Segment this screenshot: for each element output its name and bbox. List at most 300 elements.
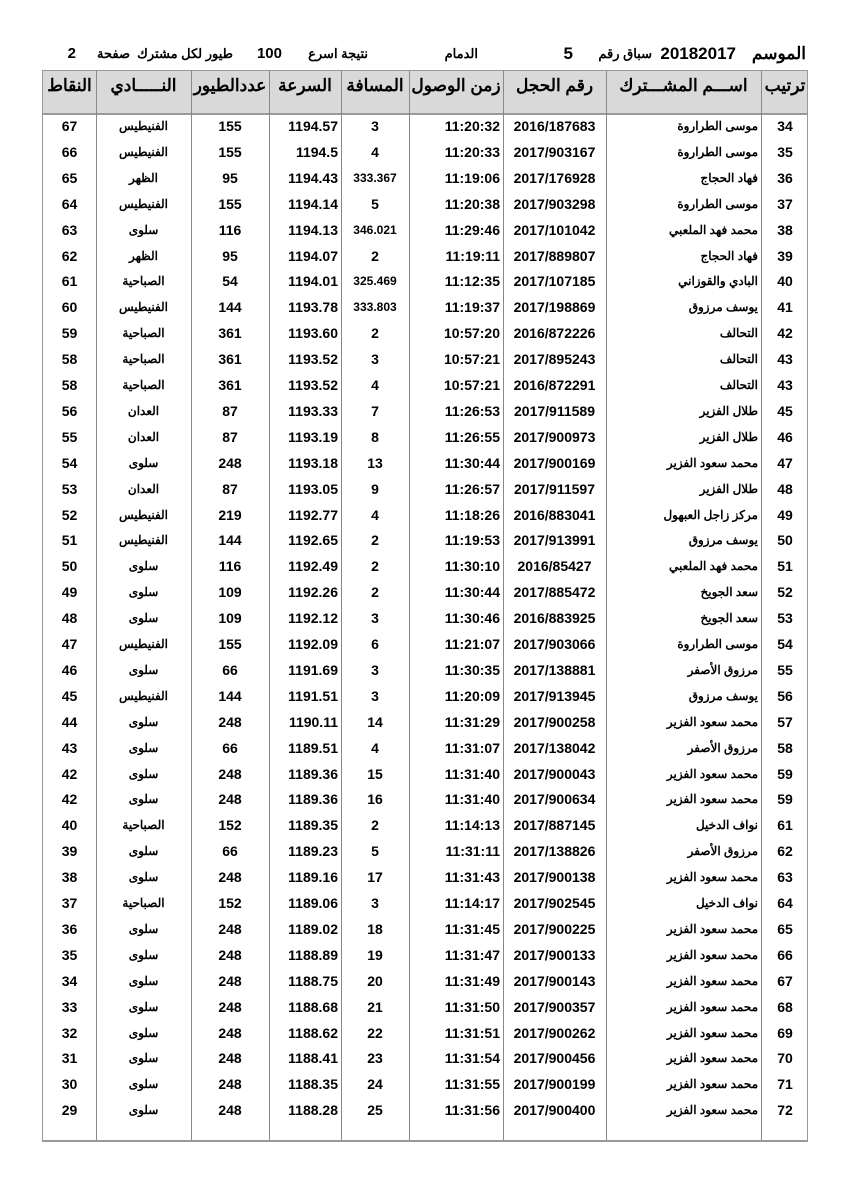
table-row (43, 631, 807, 657)
cell-distance: 18 (367, 920, 383, 937)
cell-ring-number: 2017/900634 (513, 791, 596, 808)
cell-distance: 2 (371, 584, 379, 601)
results-table (42, 70, 808, 1142)
cell-speed: 1192.77 (288, 506, 338, 523)
cell-member-name: محمد سعود الفزير (666, 455, 758, 470)
cell-speed: 1189.36 (288, 791, 338, 808)
cell-rank: 55 (777, 661, 793, 678)
cell-points: 31 (61, 1050, 78, 1067)
table-row (43, 812, 807, 838)
cell-distance: 6 (371, 636, 379, 652)
header-club: النـــــادي (110, 76, 177, 95)
cell-ring-number: 2017/900169 (513, 454, 596, 471)
cell-ring-number: 2017/900456 (513, 1050, 596, 1067)
cell-speed: 1193.78 (288, 299, 338, 316)
cell-distance: 346.021 (353, 222, 397, 237)
table-header (43, 71, 807, 115)
cell-ring-number: 2017/198869 (513, 299, 596, 316)
cell-speed: 1188.89 (288, 946, 338, 963)
cell-bird-count: 155 (218, 118, 242, 134)
cell-ring-number: 2016/872291 (513, 377, 596, 393)
cell-ring-number: 2016/85427 (517, 558, 592, 575)
table-row (43, 320, 807, 346)
cell-points: 44 (61, 713, 78, 730)
cell-member-name: محمد سعود الفزير (666, 1051, 758, 1066)
cell-club: سلوى (128, 999, 159, 1014)
cell-rank: 64 (777, 895, 793, 911)
cell-rank: 54 (777, 636, 793, 652)
table-row (43, 113, 807, 139)
table-row (43, 398, 807, 424)
cell-member-name: محمد فهد الملعبي (669, 222, 758, 237)
cell-rank: 42 (777, 325, 793, 342)
cell-member-name: سعد الجويخ (700, 585, 758, 600)
cell-speed: 1194.07 (288, 247, 338, 264)
cell-bird-count: 109 (218, 610, 242, 627)
cell-bird-count: 361 (218, 351, 242, 368)
cell-club: سلوى (128, 921, 159, 936)
cell-member-name: محمد سعود الفزير (666, 870, 758, 885)
cell-distance: 25 (367, 1102, 383, 1119)
cell-club: سلوى (128, 792, 159, 807)
cell-arrival-time: 11:14:17 (444, 895, 500, 911)
cell-points: 43 (61, 739, 78, 756)
cell-club: سلوى (128, 844, 159, 859)
table-row (43, 502, 807, 528)
cell-member-name: محمد سعود الفزير (666, 973, 758, 988)
cell-points: 40 (61, 817, 78, 834)
result-label: نتيجة اسرع (308, 46, 368, 61)
table-row (43, 1071, 807, 1097)
cell-club: الفنيطيس (118, 688, 169, 703)
cell-arrival-time: 10:57:20 (443, 325, 500, 342)
cell-rank: 57 (777, 713, 793, 730)
cell-bird-count: 152 (218, 895, 242, 911)
cell-points: 66 (61, 143, 78, 160)
cell-club: الظهر (129, 248, 158, 263)
cell-arrival-time: 11:31:45 (444, 920, 500, 937)
cell-member-name: طلال الفزير (699, 481, 758, 496)
cell-arrival-time: 11:31:49 (444, 972, 500, 989)
cell-arrival-time: 11:31:50 (444, 998, 500, 1015)
cell-arrival-time: 11:12:35 (444, 273, 500, 290)
cell-points: 61 (61, 273, 78, 290)
cell-rank: 68 (777, 998, 793, 1015)
cell-points: 39 (61, 843, 78, 860)
cell-points: 58 (61, 377, 78, 393)
cell-rank: 67 (777, 972, 793, 989)
header-speed: السرعة (278, 76, 332, 95)
table-row (43, 1045, 807, 1071)
cell-arrival-time: 11:31:29 (444, 713, 500, 730)
table-row (43, 243, 807, 269)
column-divider (409, 71, 410, 1140)
cell-distance: 3 (371, 351, 379, 368)
column-divider (503, 71, 504, 1140)
cell-ring-number: 2017/900225 (513, 920, 596, 937)
cell-distance: 15 (367, 765, 383, 782)
race-number: 5 (563, 44, 573, 63)
cell-arrival-time: 11:21:07 (444, 636, 500, 652)
cell-arrival-time: 10:57:21 (443, 351, 500, 368)
cell-ring-number: 2017/911589 (514, 402, 595, 419)
page-number: 2 (67, 45, 76, 62)
cell-distance: 3 (371, 661, 379, 678)
cell-arrival-time: 11:31:11 (445, 843, 500, 860)
cell-speed: 1188.28 (288, 1102, 338, 1119)
cell-speed: 1193.52 (288, 377, 338, 393)
cell-member-name: يوسف مرزوق (688, 300, 758, 315)
cell-club: الفنيطيس (118, 637, 169, 651)
cell-rank: 40 (777, 273, 793, 290)
cell-arrival-time: 11:30:10 (444, 558, 500, 575)
cell-bird-count: 248 (218, 946, 242, 963)
cell-club: الصباحية (122, 896, 165, 910)
cell-rank: 53 (777, 610, 793, 627)
cell-distance: 4 (371, 377, 379, 393)
cell-arrival-time: 11:20:38 (444, 195, 500, 212)
header-member-name: اســـم المشـــترك (619, 76, 748, 95)
cell-member-name: مركز زاجل العبهول (663, 507, 758, 522)
cell-points: 38 (61, 869, 78, 886)
cell-member-name: مرزوق الأصفر (687, 844, 758, 859)
cell-member-name: محمد سعود الفزير (666, 766, 758, 781)
cell-speed: 1189.51 (288, 739, 338, 756)
cell-arrival-time: 11:26:57 (444, 480, 500, 497)
cell-speed: 1193.19 (288, 428, 338, 445)
table-row (43, 657, 807, 683)
cell-rank: 46 (777, 428, 793, 445)
cell-bird-count: 66 (222, 739, 238, 756)
cell-points: 54 (61, 454, 78, 471)
cell-bird-count: 248 (218, 765, 242, 782)
cell-distance: 333.803 (353, 300, 397, 315)
header-bird-count: عددالطيور (193, 76, 267, 95)
header-rank: ترتيب (764, 76, 806, 95)
cell-club: سلوى (128, 1051, 159, 1066)
table-row (43, 890, 807, 916)
cell-rank: 48 (777, 480, 793, 497)
cell-speed: 1188.41 (288, 1050, 338, 1067)
cell-distance: 2 (371, 247, 379, 264)
cell-speed: 1193.60 (288, 325, 338, 342)
cell-distance: 2 (371, 325, 379, 342)
cell-rank: 51 (777, 558, 793, 575)
cell-club: الفنيطيس (118, 300, 169, 315)
cell-points: 29 (61, 1102, 78, 1119)
cell-club: سلوى (128, 662, 159, 677)
cell-arrival-time: 11:31:47 (444, 946, 500, 963)
cell-member-name: يوسف مرزوق (688, 533, 758, 548)
cell-distance: 5 (371, 195, 379, 212)
cell-club: العدان (127, 429, 160, 444)
cell-ring-number: 2017/900138 (513, 869, 596, 886)
cell-arrival-time: 11:18:26 (444, 506, 500, 523)
cell-member-name: نواف الدخيل (695, 896, 758, 910)
cell-rank: 61 (777, 817, 793, 834)
cell-speed: 1194.5 (295, 143, 338, 160)
cell-rank: 37 (777, 195, 793, 212)
cell-ring-number: 2017/913945 (513, 687, 596, 704)
cell-rank: 43 (777, 377, 793, 393)
header-arrival-time: زمن الوصول (411, 76, 501, 95)
cell-ring-number: 2017/885472 (513, 584, 596, 601)
cell-speed: 1189.35 (288, 817, 338, 834)
cell-ring-number: 2017/900133 (513, 946, 596, 963)
cell-rank: 38 (777, 221, 793, 238)
cell-points: 42 (61, 765, 78, 782)
cell-distance: 4 (371, 143, 379, 160)
cell-rank: 72 (777, 1102, 793, 1119)
cell-club: سلوى (128, 1077, 159, 1092)
cell-points: 56 (61, 402, 78, 419)
cell-bird-count: 87 (222, 402, 238, 419)
cell-bird-count: 95 (222, 247, 238, 264)
cell-ring-number: 2017/900043 (513, 765, 596, 782)
cell-rank: 35 (777, 143, 793, 160)
cell-speed: 1192.09 (288, 636, 338, 652)
cell-rank: 43 (777, 351, 793, 368)
table-row (43, 968, 807, 994)
table-row (43, 165, 807, 191)
cell-rank: 56 (777, 687, 793, 704)
cell-points: 47 (61, 636, 78, 652)
table-row (43, 709, 807, 735)
cell-points: 45 (61, 687, 78, 704)
cell-speed: 1188.62 (288, 1024, 338, 1041)
cell-arrival-time: 11:31:40 (444, 791, 500, 808)
cell-arrival-time: 11:19:37 (444, 299, 500, 316)
cell-points: 65 (61, 169, 78, 186)
cell-distance: 20 (367, 972, 383, 989)
column-divider (96, 71, 97, 1140)
cell-rank: 45 (777, 402, 793, 419)
cell-speed: 1191.69 (288, 661, 338, 678)
cell-member-name: يوسف مرزوق (688, 688, 758, 703)
cell-bird-count: 66 (222, 661, 238, 678)
cell-ring-number: 2017/107185 (513, 273, 596, 290)
cell-points: 30 (61, 1076, 78, 1093)
cell-ring-number: 2016/883041 (513, 506, 596, 523)
cell-speed: 1194.13 (288, 221, 338, 238)
cell-member-name: موسى الطراروة (677, 144, 758, 159)
cell-club: سلوى (128, 740, 159, 755)
cell-rank: 65 (777, 920, 793, 937)
cell-bird-count: 54 (222, 273, 238, 290)
cell-bird-count: 144 (218, 299, 242, 316)
table-row (43, 450, 807, 476)
cell-arrival-time: 11:26:55 (444, 428, 500, 445)
table-row (43, 994, 807, 1020)
cell-distance: 4 (371, 739, 379, 756)
cell-club: الصباحية (122, 818, 165, 833)
page-label: صفحة (97, 46, 130, 61)
cell-distance: 14 (367, 713, 383, 730)
cell-rank: 71 (777, 1076, 793, 1093)
cell-speed: 1188.68 (288, 998, 338, 1015)
cell-arrival-time: 11:31:43 (444, 869, 500, 886)
cell-speed: 1190.11 (288, 713, 338, 730)
cell-ring-number: 2017/900973 (513, 428, 596, 445)
table-row (43, 1020, 807, 1046)
cell-rank: 59 (777, 791, 793, 808)
cell-club: الفنيطيس (118, 533, 169, 548)
cell-club: الفنيطيس (118, 119, 169, 133)
cell-speed: 1194.43 (288, 169, 338, 186)
cell-distance: 19 (367, 946, 383, 963)
cell-speed: 1193.18 (288, 454, 338, 471)
cell-points: 32 (61, 1024, 78, 1041)
cell-distance: 5 (371, 843, 379, 860)
cell-ring-number: 2017/913991 (513, 532, 596, 549)
cell-club: الصباحية (122, 274, 165, 289)
cell-distance: 3 (371, 118, 379, 134)
table-row (43, 864, 807, 890)
cell-points: 35 (61, 946, 78, 963)
cell-rank: 63 (777, 869, 793, 886)
cell-bird-count: 248 (218, 1076, 242, 1093)
cell-arrival-time: 11:19:11 (445, 247, 500, 264)
cell-club: سلوى (128, 222, 159, 237)
cell-bird-count: 155 (218, 195, 242, 212)
cell-member-name: مرزوق الأصفر (687, 662, 758, 677)
season-label: الموسم (751, 44, 806, 63)
cell-speed: 1189.06 (288, 895, 338, 911)
cell-points: 51 (61, 532, 78, 549)
cell-points: 34 (61, 972, 78, 989)
top-count: 100 (256, 45, 282, 62)
table-row (43, 838, 807, 864)
cell-points: 60 (61, 299, 78, 316)
cell-speed: 1188.75 (288, 972, 338, 989)
cell-bird-count: 248 (218, 972, 242, 989)
cell-rank: 36 (777, 169, 793, 186)
cell-club: سلوى (128, 559, 159, 574)
cell-ring-number: 2017/138881 (513, 661, 596, 678)
table-row (43, 683, 807, 709)
cell-member-name: فهاد الحجاج (700, 248, 758, 263)
cell-club: الفنيطيس (118, 196, 169, 211)
cell-speed: 1189.02 (288, 920, 338, 937)
cell-points: 64 (61, 195, 78, 212)
cell-bird-count: 66 (222, 843, 238, 860)
table-row (43, 424, 807, 450)
cell-speed: 1192.49 (288, 558, 338, 575)
cell-bird-count: 144 (218, 532, 242, 549)
cell-member-name: محمد سعود الفزير (666, 792, 758, 807)
cell-bird-count: 248 (218, 1024, 242, 1041)
location: الدمام (444, 46, 478, 61)
cell-member-name: فهاد الحجاج (700, 170, 758, 185)
header-ring-number: رقم الحجل (515, 76, 594, 95)
table-row (43, 761, 807, 787)
cell-club: الفنيطيس (118, 144, 169, 159)
cell-arrival-time: 11:31:51 (444, 1024, 500, 1041)
cell-club: سلوى (128, 870, 159, 885)
cell-distance: 24 (367, 1076, 383, 1093)
cell-points: 50 (61, 558, 78, 575)
cell-club: سلوى (128, 1025, 159, 1040)
cell-ring-number: 2017/900258 (513, 713, 596, 730)
cell-club: سلوى (128, 973, 159, 988)
cell-member-name: موسى الطراروة (677, 119, 758, 133)
cell-bird-count: 361 (218, 377, 242, 393)
cell-bird-count: 109 (218, 584, 242, 601)
cell-ring-number: 2017/138826 (513, 843, 596, 860)
cell-ring-number: 2016/883925 (513, 610, 596, 627)
cell-speed: 1194.01 (288, 273, 338, 290)
cell-arrival-time: 11:31:40 (444, 765, 500, 782)
cell-bird-count: 152 (218, 817, 242, 834)
cell-distance: 3 (371, 687, 379, 704)
cell-ring-number: 2017/889807 (513, 247, 596, 264)
cell-rank: 70 (777, 1050, 793, 1067)
cell-ring-number: 2017/176928 (513, 169, 596, 186)
cell-club: سلوى (128, 766, 159, 781)
cell-member-name: محمد سعود الفزير (666, 714, 758, 729)
cell-points: 42 (61, 791, 78, 808)
cell-bird-count: 116 (218, 221, 242, 238)
table-row (43, 579, 807, 605)
cell-member-name: موسى الطراروة (677, 637, 758, 651)
cell-member-name: محمد سعود الفزير (666, 1077, 758, 1092)
cell-rank: 39 (777, 247, 793, 264)
cell-points: 59 (61, 325, 78, 342)
cell-bird-count: 248 (218, 998, 242, 1015)
cell-bird-count: 87 (222, 480, 238, 497)
cell-arrival-time: 11:14:13 (444, 817, 500, 834)
column-divider (341, 71, 342, 1140)
header-points: النقاط (47, 76, 92, 95)
cell-ring-number: 2017/902545 (513, 895, 596, 911)
cell-speed: 1189.16 (288, 869, 338, 886)
cell-ring-number: 2016/872226 (513, 325, 596, 342)
cell-arrival-time: 11:19:06 (444, 169, 500, 186)
cell-points: 62 (61, 247, 78, 264)
cell-points: 58 (61, 351, 78, 368)
cell-arrival-time: 11:31:55 (444, 1076, 500, 1093)
cell-distance: 4 (371, 506, 379, 523)
cell-bird-count: 248 (218, 869, 242, 886)
cell-ring-number: 2017/900262 (513, 1024, 596, 1041)
column-divider (606, 71, 607, 1140)
cell-distance: 2 (371, 558, 379, 575)
cell-bird-count: 248 (218, 1050, 242, 1067)
cell-speed: 1189.23 (288, 843, 338, 860)
cell-member-name: التحالف (719, 352, 758, 367)
cell-rank: 34 (777, 118, 793, 134)
table-row (43, 1097, 807, 1123)
cell-club: الصباحية (122, 326, 165, 341)
cell-bird-count: 248 (218, 1102, 242, 1119)
cell-club: الظهر (129, 170, 158, 185)
cell-points: 37 (61, 895, 78, 911)
race-label: سباق رقم (598, 46, 652, 61)
cell-member-name: نواف الدخيل (695, 818, 758, 833)
cell-arrival-time: 11:30:44 (444, 454, 500, 471)
column-divider (761, 71, 762, 1140)
cell-distance: 325.469 (353, 274, 397, 289)
table-row (43, 372, 807, 398)
cell-ring-number: 2017/138042 (513, 739, 596, 756)
cell-club: سلوى (128, 1103, 159, 1118)
per-member-label: طيور لكل مشترك (137, 46, 233, 61)
cell-speed: 1188.35 (288, 1076, 338, 1093)
season-value: 20182017 (660, 44, 736, 63)
cell-club: الصباحية (122, 378, 165, 392)
cell-distance: 3 (371, 895, 379, 911)
cell-bird-count: 144 (218, 687, 242, 704)
